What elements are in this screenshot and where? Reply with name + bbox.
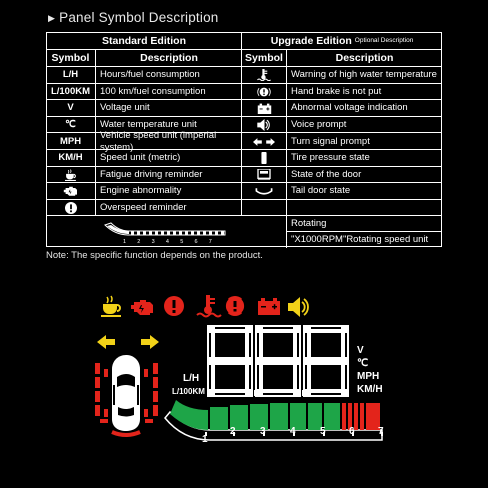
svg-text:2: 2: [137, 238, 141, 245]
rpm-bar-segment: [324, 403, 340, 430]
upg-description-cell: Voice prompt: [286, 116, 442, 134]
digit-gap: [305, 333, 307, 357]
rpm-tick-label: 4: [290, 426, 296, 437]
std-description-cell: Voltage unit: [95, 99, 242, 117]
std-symbol-cell: V: [46, 99, 95, 117]
hand-brake-icon: [225, 296, 245, 316]
mini-rpm-gauge-icon: [101, 219, 231, 245]
upgrade-edition-header: [241, 32, 442, 49]
engine-icon: [62, 185, 80, 197]
tail-door-segment: [112, 432, 140, 435]
rpm-tick-label: 7: [378, 426, 384, 437]
digit-gap: [249, 365, 251, 389]
engine-icon: [131, 300, 153, 315]
tail-door-icon: [255, 186, 273, 196]
std-symbol-cell: ℃: [46, 116, 95, 134]
upgrade-header-sub: Optional Description: [354, 36, 414, 44]
unit-volt: V: [357, 345, 364, 356]
speaker-icon: [257, 119, 272, 131]
std-description-cell: Speed unit (metric): [95, 149, 242, 167]
std-symbol-cell: L/H: [46, 66, 95, 84]
upg-desc-col-header: Description: [286, 49, 442, 66]
rpm-segment-curve: [170, 400, 208, 430]
digit-gap: [209, 333, 211, 357]
rotating-label-cell: Rotating: [286, 215, 442, 231]
car-top-view-icon: [112, 355, 140, 431]
left-turn-signal-icon: [97, 335, 115, 349]
water-temperature-icon: [256, 69, 272, 81]
battery-icon: [257, 103, 272, 114]
std-symbol-cell: [46, 166, 95, 184]
std-symbol-cell: [46, 182, 95, 200]
digit-gap: [209, 365, 211, 389]
upg-symbol-cell: [241, 132, 286, 150]
std-description-cell: Engine abnormality: [95, 182, 242, 200]
svg-text:4: 4: [165, 238, 169, 245]
upg-description-cell: Warning of high water temperature: [286, 66, 442, 84]
rpm-bar-segment: [210, 407, 228, 430]
upg-symbol-cell: [241, 149, 286, 167]
upg-empty-desc-cell: [286, 199, 442, 217]
overspeed-warning-icon: [164, 296, 184, 316]
rpm-bar-segment: [354, 403, 358, 430]
standard-edition-header: Standard Edition: [102, 34, 186, 47]
unit-mph: MPH: [357, 371, 380, 382]
std-description-cell: Hours/fuel consumption: [95, 66, 242, 84]
triangle-bullet-icon: ▶: [48, 13, 56, 23]
upgrade-header-text: Upgrade Edition: [270, 34, 352, 47]
unit-celsius: ℃: [357, 358, 369, 369]
digit-gap: [257, 333, 259, 357]
rpm-bar-segment: [342, 403, 346, 430]
right-turn-signal-icon: [141, 335, 159, 349]
digit-gap: [311, 327, 341, 329]
digit-gap: [311, 393, 341, 395]
digit-gap: [215, 327, 245, 329]
digit-gap: [297, 365, 299, 389]
unit-l100km: L/100KM: [172, 387, 205, 396]
speed-unit-labels: [357, 345, 383, 395]
upg-symbol-cell: [241, 99, 286, 117]
footnote: Note: The specific function depends on the product.: [46, 250, 263, 261]
upg-description-cell: State of the door: [286, 166, 442, 184]
speed-digit: [207, 325, 253, 397]
coffee-cup-icon: [63, 169, 79, 181]
rpm-bar-segment: [360, 403, 364, 430]
upg-description-cell: Tail door state: [286, 182, 442, 200]
rpm-tick-label: 6: [349, 426, 355, 437]
digit-gap: [297, 333, 299, 357]
upg-empty-cell: [241, 199, 286, 217]
svg-text:3: 3: [151, 238, 155, 245]
unit-lh: L/H: [183, 373, 200, 384]
upg-symbol-col-header: Symbol: [241, 49, 286, 66]
std-symbol-cell: L/100KM: [46, 83, 95, 101]
car-door-state-graphic: [95, 355, 158, 435]
speed-digit: [255, 325, 301, 397]
door-icon: [256, 169, 272, 181]
upg-symbol-cell: [241, 116, 286, 134]
rotating-desc-cell: "X1000RPM"Rotating speed unit: [286, 231, 442, 248]
speaker-icon: [288, 297, 308, 317]
speed-digit: [303, 325, 349, 397]
digit-gap: [257, 365, 259, 389]
hud-dashboard-display: [0, 285, 488, 488]
svg-text:1: 1: [123, 238, 127, 245]
rpm-tick-label: 3: [260, 426, 266, 437]
tire-pressure-icon: [261, 152, 267, 164]
svg-text:5: 5: [180, 238, 184, 245]
battery-icon: [258, 298, 280, 315]
panel-title-text: Panel Symbol Description: [59, 10, 219, 25]
std-desc-col-header: Description: [95, 49, 242, 66]
digit-gap: [215, 393, 245, 395]
digit-gap: [345, 333, 347, 357]
std-symbol-cell: KM/H: [46, 149, 95, 167]
std-description-cell: Vehicle speed unit (imperial system): [95, 132, 242, 150]
digit-gap: [345, 365, 347, 389]
upg-symbol-cell: [241, 83, 286, 101]
digit-gap: [263, 393, 293, 395]
turn-signal-icon: [253, 137, 275, 147]
rpm-gauge-symbol-cell: [46, 215, 286, 247]
std-description-cell: 100 km/fuel consumption: [95, 83, 242, 101]
rpm-tick-label: 5: [320, 426, 326, 437]
svg-text:7: 7: [208, 238, 212, 245]
digit-gap: [249, 333, 251, 357]
hand-brake-icon: [257, 86, 271, 98]
digit-gap: [305, 365, 307, 389]
panel-title: [48, 10, 219, 25]
digit-gap: [263, 327, 293, 329]
svg-text:6: 6: [194, 238, 198, 245]
upg-description-cell: Hand brake is not put: [286, 83, 442, 101]
coffee-cup-icon: [101, 296, 121, 317]
unit-kmh: KM/H: [357, 384, 383, 395]
fuel-unit-labels: [172, 373, 205, 396]
overspeed-warning-icon: [65, 202, 77, 214]
std-description-cell: Overspeed reminder: [95, 199, 242, 217]
rpm-bar-segment: [270, 403, 288, 430]
rpm-tick-label: 1: [202, 434, 208, 445]
std-description-cell: Water temperature unit: [95, 116, 242, 134]
rpm-gauge: [165, 400, 384, 445]
std-symbol-cell: [46, 199, 95, 217]
upg-description-cell: Abnormal voltage indication: [286, 99, 442, 117]
std-description-cell: Fatigue driving reminder: [95, 166, 242, 184]
rpm-tick-label: 2: [230, 426, 236, 437]
upg-symbol-cell: [241, 182, 286, 200]
upg-description-cell: Tire pressure state: [286, 149, 442, 167]
speed-digits-display: [207, 325, 349, 397]
upg-description-cell: Turn signal prompt: [286, 132, 442, 150]
symbol-table: [46, 32, 442, 247]
std-symbol-col-header: Symbol: [46, 49, 95, 66]
top-icon-row: [101, 295, 308, 317]
upg-symbol-cell: [241, 66, 286, 84]
upg-symbol-cell: [241, 166, 286, 184]
std-symbol-cell: MPH: [46, 132, 95, 150]
water-temperature-icon: [197, 295, 221, 317]
